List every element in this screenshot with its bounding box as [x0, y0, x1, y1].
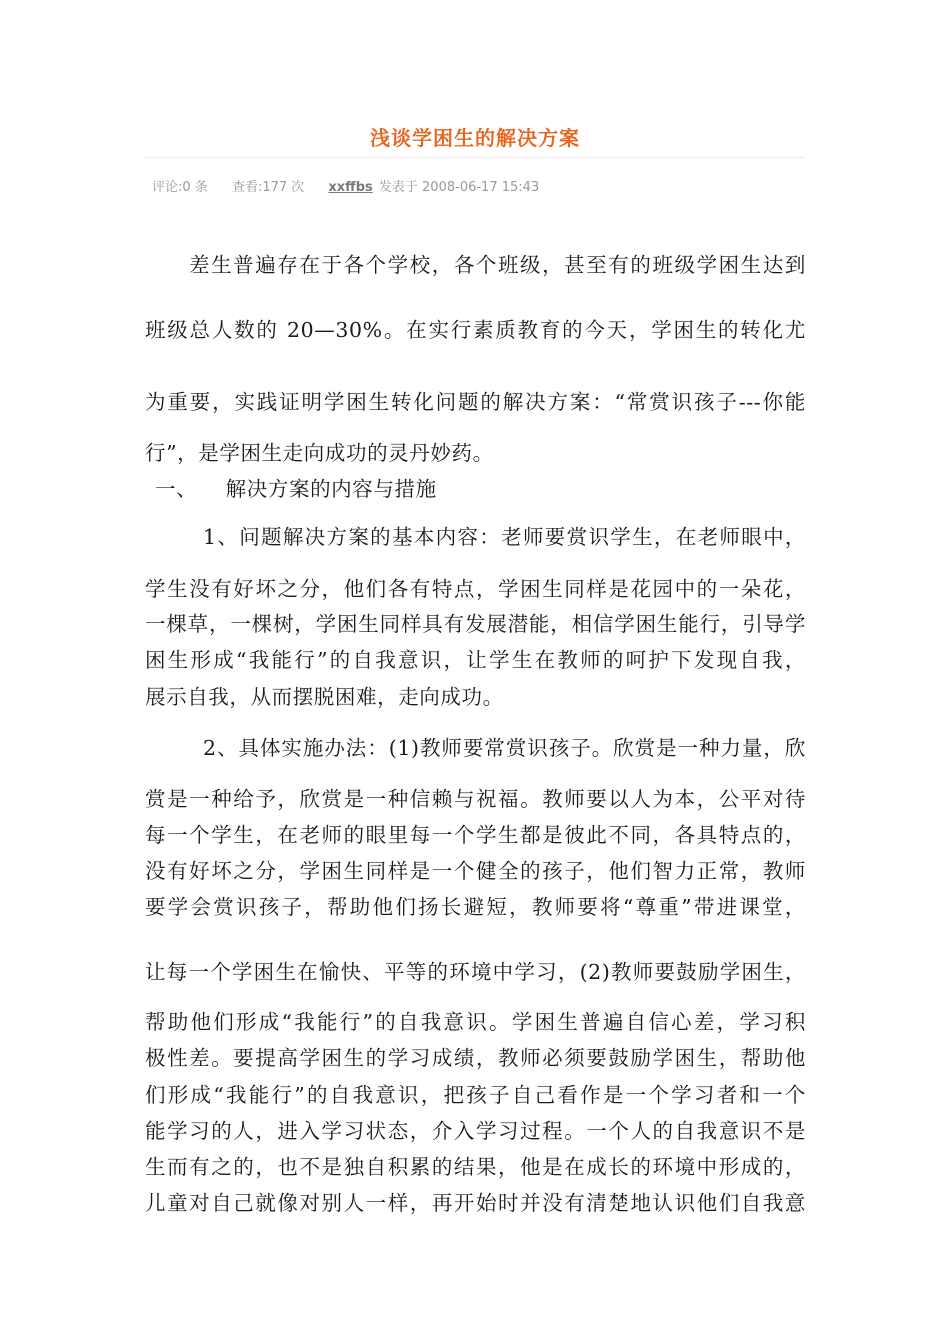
- body-line: 生而有之的，也不是独自积累的结果，他是在成长的环境中形成的，: [145, 1155, 806, 1179]
- body-line: 行”，是学困生走向成功的灵丹妙药。: [145, 441, 494, 465]
- post-date: 发表于 2008-06-17 15:43: [378, 180, 540, 195]
- article-meta: [152, 176, 559, 195]
- body-line: 2、具体实施办法：(1)教师要常赏识孩子。欣赏是一种力量，欣: [203, 736, 806, 760]
- section-heading: 一、 解决方案的内容与措施: [155, 477, 437, 501]
- body-line: 帮助他们形成“我能行”的自我意识。学困生普遍自信心差，学习积: [145, 1010, 806, 1034]
- view-count: 查看:177 次: [231, 180, 305, 195]
- body-line: 展示自我，从而摆脱困难，走向成功。: [145, 685, 504, 709]
- title-divider: [145, 157, 805, 158]
- body-line: 班级总人数的 20—30%。在实行素质教育的今天，学困生的转化尤: [145, 318, 806, 342]
- body-line: 赏是一种给予，欣赏是一种信赖与祝福。教师要以人为本，公平对待: [145, 787, 806, 811]
- body-line: 要学会赏识孩子，帮助他们扬长避短，教师要将“尊重”带进课堂，: [145, 895, 806, 919]
- body-line: 能学习的人，进入学习状态，介入学习过程。一个人的自我意识不是: [145, 1119, 806, 1143]
- body-line: 差生普遍存在于各个学校，各个班级，甚至有的班级学困生达到: [189, 253, 806, 277]
- body-line: 让每一个学困生在愉快、平等的环境中学习，(2)教师要鼓励学困生，: [145, 960, 806, 984]
- body-line: 一棵草，一棵树，学困生同样具有发展潜能，相信学困生能行，引导学: [145, 612, 806, 636]
- body-line: 每一个学生，在老师的眼里每一个学生都是彼此不同，各具特点的，: [145, 823, 806, 847]
- body-line: 为重要，实践证明学困生转化问题的解决方案：“常赏识孩子---你能: [145, 390, 806, 414]
- article-title: 浅谈学困生的解决方案: [370, 126, 580, 150]
- body-line: 儿童对自己就像对别人一样，再开始时并没有清楚地认识他们自我意: [145, 1191, 806, 1215]
- body-line: 学生没有好坏之分，他们各有特点，学困生同样是花园中的一朵花，: [145, 577, 806, 601]
- comment-count: 评论:0 条: [152, 180, 208, 195]
- body-line: 困生形成“我能行”的自我意识，让学生在教师的呵护下发现自我，: [145, 648, 806, 672]
- body-line: 没有好坏之分，学困生同样是一个健全的孩子，他们智力正常，教师: [145, 859, 806, 883]
- author-link[interactable]: xxffbs: [328, 180, 373, 195]
- body-line: 极性差。要提高学困生的学习成绩，教师必须要鼓励学困生，帮助他: [145, 1046, 806, 1070]
- body-line: 们形成“我能行”的自我意识，把孩子自己看作是一个学习者和一个: [145, 1083, 806, 1107]
- body-line: 1、问题解决方案的基本内容：老师要赏识学生，在老师眼中，: [203, 525, 806, 549]
